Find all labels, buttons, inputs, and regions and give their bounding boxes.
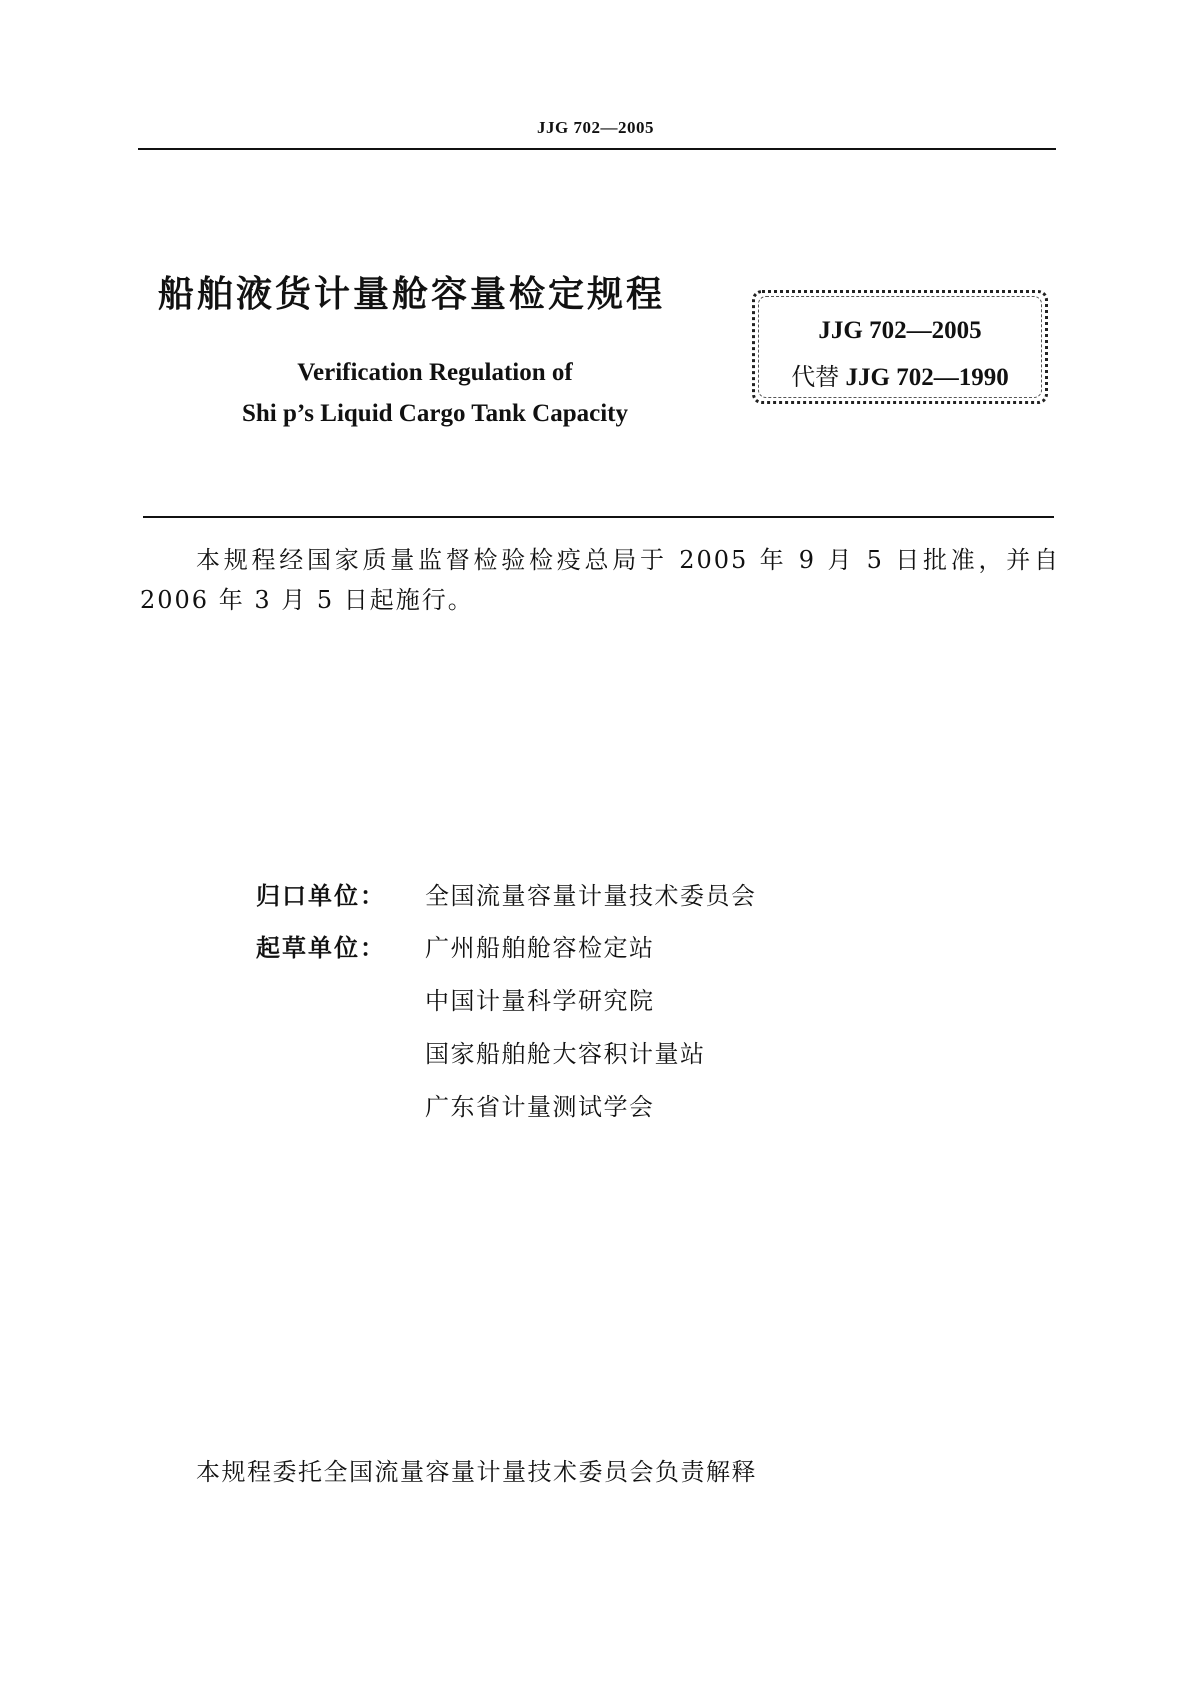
responsible-unit-label: 归口单位： xyxy=(256,882,386,910)
replaces-label: 代替 xyxy=(791,363,840,391)
approval-statement: 本规程经国家质量监督检验检疫总局于 2005 年 9 月 5 日批准，并自 2006 年 3 月 5 日起施行。 xyxy=(140,546,1060,614)
section-divider xyxy=(143,516,1054,518)
drafting-unit-3: 国家船舶舱大容积计量站 xyxy=(425,1040,706,1068)
drafting-unit-label: 起草单位： xyxy=(256,934,386,962)
drafting-unit-4: 广东省计量测试学会 xyxy=(425,1093,655,1121)
title-english-line-2: Shi p’s Liquid Cargo Tank Capacity xyxy=(241,400,629,427)
replaces-line xyxy=(755,357,1045,392)
header-standard-code: JJG 702—2005 xyxy=(537,118,654,137)
standard-code: JJG 702—2005 xyxy=(818,317,982,344)
responsible-unit-value: 全国流量容量计量技术委员会 xyxy=(425,882,757,910)
title-chinese: 船舶液货计量舱容量检定规程 xyxy=(158,274,666,315)
standard-code-box xyxy=(752,290,1048,404)
title-english-line-1: Verification Regulation of xyxy=(297,359,573,386)
title-english xyxy=(150,352,720,434)
replaced-code: JJG 702—1990 xyxy=(845,364,1009,391)
interpretation-statement: 本规程委托全国流量容量计量技术委员会负责解释 xyxy=(196,1458,757,1486)
drafting-unit-2: 中国计量科学研究院 xyxy=(425,987,655,1015)
drafting-unit-1: 广州船舶舱容检定站 xyxy=(425,934,655,962)
header-divider xyxy=(138,148,1056,150)
